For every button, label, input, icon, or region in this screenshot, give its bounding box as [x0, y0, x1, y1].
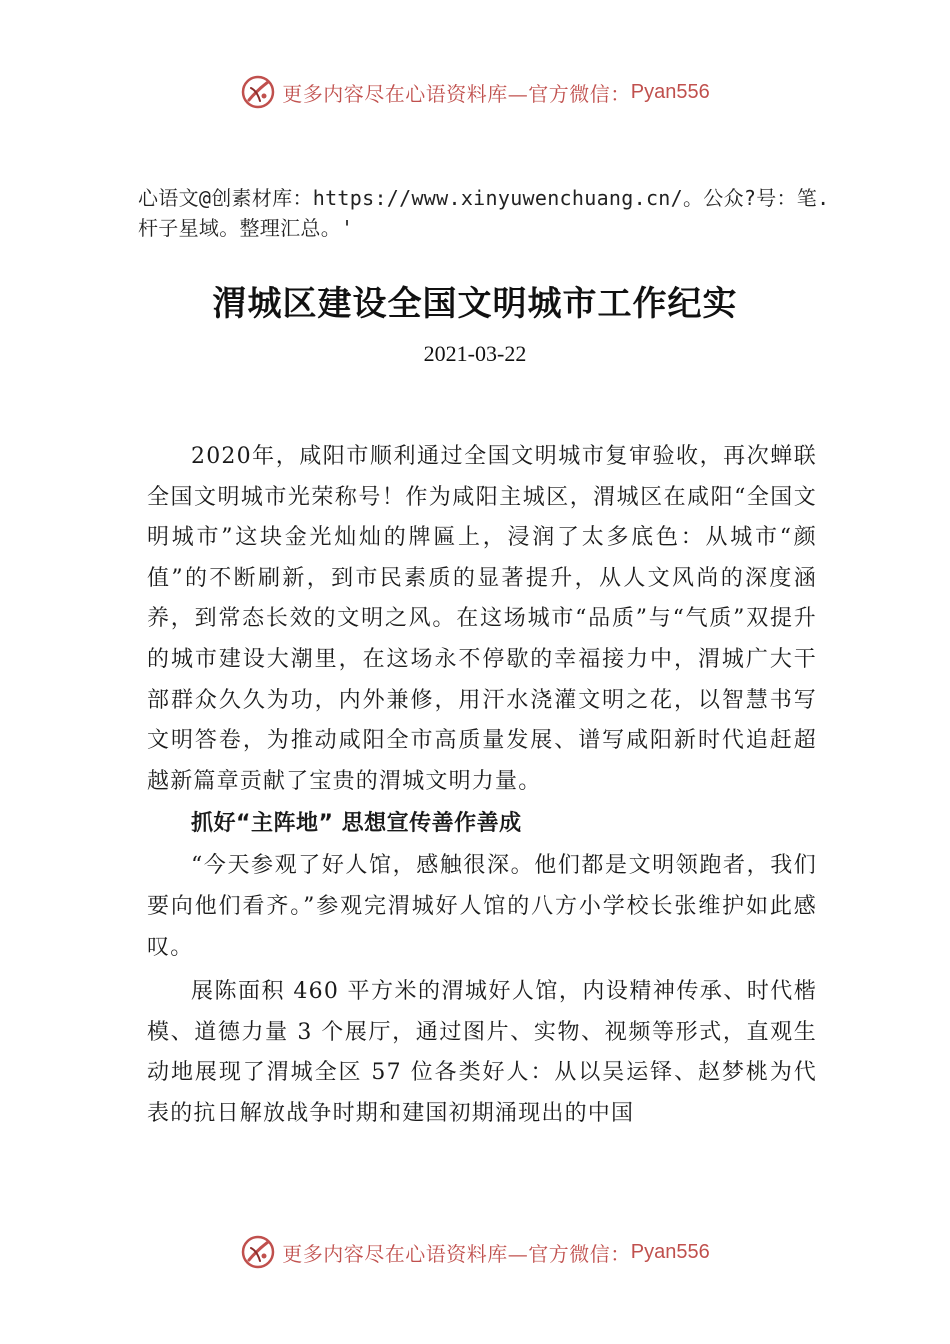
watermark-banner-top	[0, 70, 950, 114]
watermark-text: 更多内容尽在心语资料库—官方微信：	[282, 81, 631, 106]
section-heading: 抓好“主阵地” 思想宣传善作善成	[191, 811, 522, 837]
watermark-wechat-id: Pyan556	[630, 80, 710, 103]
paragraph: 展陈面积 460 平方米的渭城好人馆，内设精神传承、时代楷模、道德力量 3 个展厅，通过图片、实物、视频等形式，直观生动地展现了渭城全区 57 位各类好人：从以吴运铎、赵梦桃为代表的抗日解放战争时期和建国初期涌现出的中国	[147, 979, 817, 1126]
source-note: 心语文@创素材库：https://www.xinyuwenchuang.cn/。公众?号：笔.杆子星域。整理汇总。'	[138, 186, 830, 240]
article-title: 渭城区建设全国文明城市工作纪实	[212, 284, 738, 324]
paragraph: 2020年，咸阳市顺利通过全国文明城市复审验收，再次蝉联全国文明城市光荣称号！作为咸阳主城区，渭城区在咸阳“全国文明城市”这块金光灿灿的牌匾上，浸润了太多底色：从城市“颜值”的不断刷新，到市民素质的显著提升，从人文风尚的深度涵养，到常态长效的文明之风。在这场城市“品质”与“气质”双提升的城市建设大潮里，在这场永不停歇的幸福接力中，渭城广大干部群众久久为功，内外兼修，用汗水浇灌文明之花，以智慧书写文明答卷，为推动咸阳全市高质量发展、谱写咸阳新时代追赶超越新篇章贡献了宝贵的渭城文明力量。	[147, 444, 817, 794]
watermark-banner-bottom	[0, 1230, 950, 1274]
watermark-wechat-id: Pyan556	[630, 1240, 710, 1263]
article-body	[147, 437, 817, 1135]
watermark-text: 更多内容尽在心语资料库—官方微信：	[282, 1241, 631, 1266]
brush-logo-icon	[240, 1234, 276, 1270]
brush-logo-icon	[240, 74, 276, 110]
paragraph: “今天参观了好人馆，感触很深。他们都是文明领跑者，我们要向他们看齐。”参观完渭城好人馆的八方小学校长张维护如此感叹。	[147, 853, 817, 960]
article-date: 2021-03-22	[423, 341, 527, 366]
